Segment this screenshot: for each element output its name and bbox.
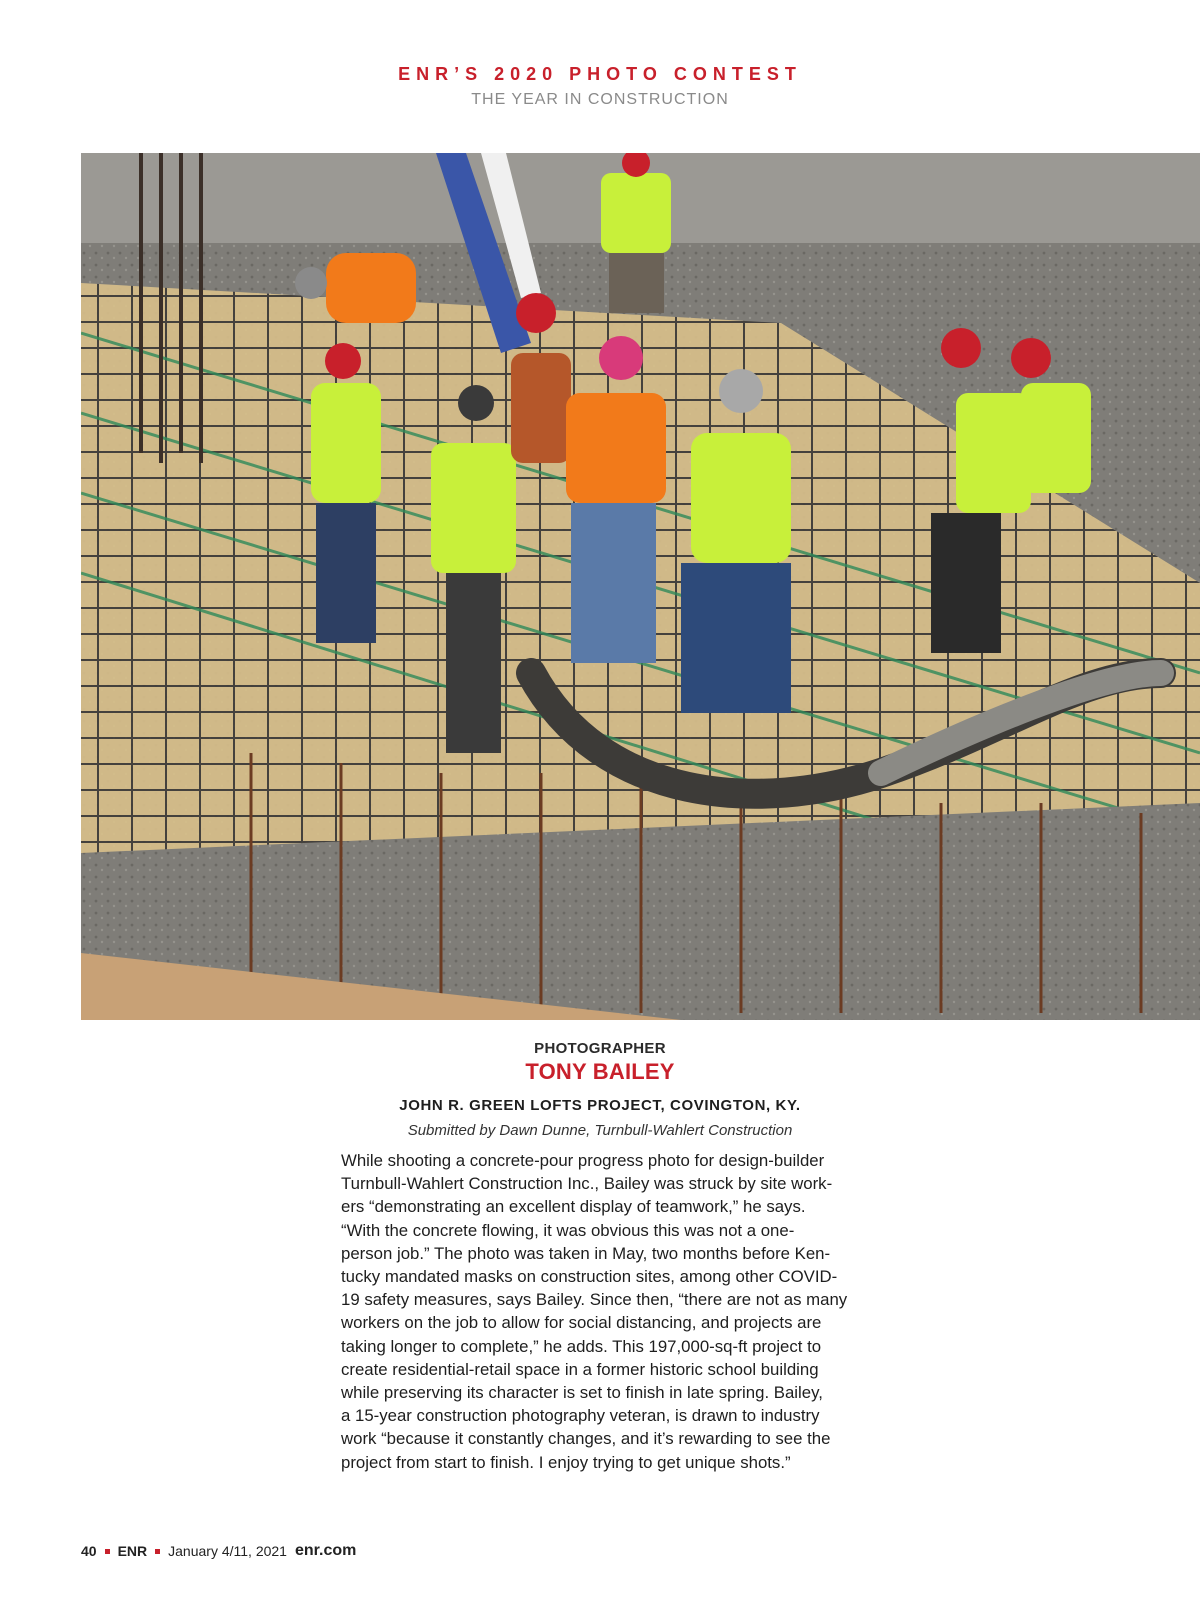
construction-photo-illustration xyxy=(81,153,1200,1020)
body-line: while preserving its character is set to finish in late spring. Bailey, xyxy=(341,1383,823,1403)
photo-caption xyxy=(0,1040,1200,1139)
article-body xyxy=(341,1149,913,1474)
body-line: Turnbull-Wahlert Construction Inc., Bailey was struck by site work- xyxy=(341,1174,833,1194)
website-link[interactable]: enr.com xyxy=(294,1542,357,1559)
body-line: work “because it constantly changes, and it’s rewarding to see the xyxy=(341,1429,831,1449)
page-number: 40 xyxy=(81,1543,97,1559)
body-line: ers “demonstrating an excellent display of teamwork,” he says. xyxy=(341,1197,806,1217)
body-line: “With the concrete flowing, it was obvious this was not a one- xyxy=(341,1220,795,1240)
issue-date: January 4/11, 2021 xyxy=(168,1543,287,1559)
body-line: person job.” The photo was taken in May, two months before Ken- xyxy=(341,1243,831,1263)
body-line: While shooting a concrete-pour progress photo for design-builder xyxy=(341,1151,825,1170)
separator-square-icon xyxy=(155,1549,160,1554)
body-line: create residential-retail space in a former historic school building xyxy=(341,1359,819,1379)
separator-square-icon xyxy=(105,1549,110,1554)
body-line: a 15-year construction photography veteran, is drawn to industry xyxy=(341,1406,820,1426)
project-title: JOHN R. GREEN LOFTS PROJECT, COVINGTON, KY. xyxy=(399,1097,801,1114)
section-subkicker: THE YEAR IN CONSTRUCTION xyxy=(471,91,729,108)
page-footer xyxy=(81,1542,356,1560)
body-line: taking longer to complete,” he adds. This 197,000-sq-ft project to xyxy=(341,1336,822,1356)
feature-photo xyxy=(81,153,1200,1020)
body-line: workers on the job to allow for social distancing, and projects are xyxy=(341,1313,822,1333)
section-kicker: ENR’S 2020 PHOTO CONTEST xyxy=(398,64,802,84)
photographer-label: PHOTOGRAPHER xyxy=(534,1040,666,1057)
publication-name: ENR xyxy=(117,1543,148,1559)
body-line: 19 safety measures, says Bailey. Since then, “there are not as many xyxy=(341,1290,848,1310)
body-line: tucky mandated masks on construction sites, among other COVID- xyxy=(341,1267,838,1287)
page-header xyxy=(0,64,1200,109)
submitted-by: Submitted by Dawn Dunne, Turnbull-Wahlert Construction xyxy=(407,1122,793,1139)
photographer-name: TONY BAILEY xyxy=(525,1059,675,1084)
body-line: project from start to finish. I enjoy trying to get unique shots.” xyxy=(341,1452,791,1472)
